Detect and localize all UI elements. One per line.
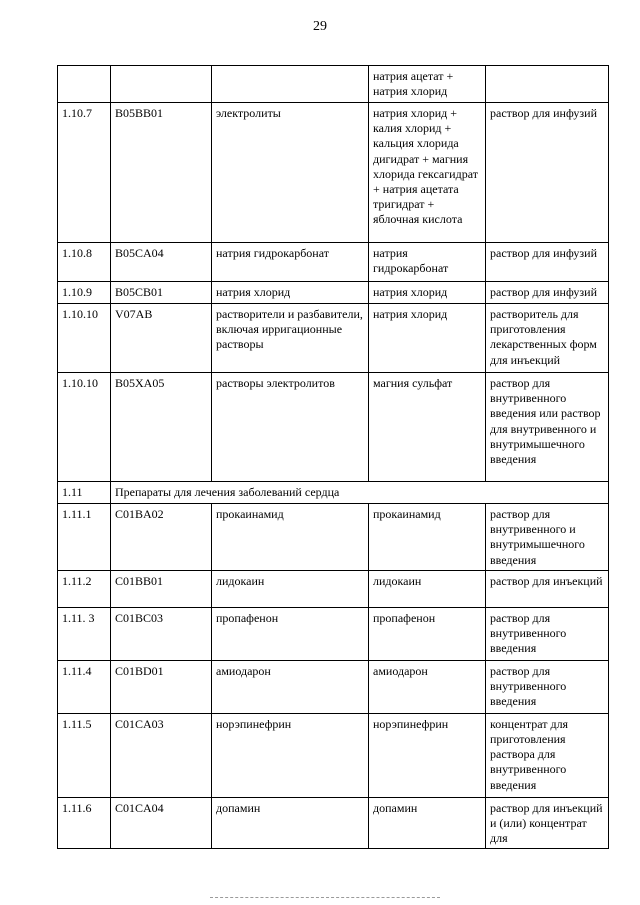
atc-code: C01BB01 (111, 570, 212, 607)
row-number: 1.10.9 (58, 282, 111, 304)
row-number: 1.10.7 (58, 103, 111, 243)
drug-group: лидокаин (212, 570, 369, 607)
drug-group: пропафенон (212, 607, 369, 660)
row-number: 1.11.2 (58, 570, 111, 607)
row-number: 1.10.10 (58, 373, 111, 482)
drug-name: прокаинамид (369, 504, 486, 571)
dosage-form: раствор для внутривенного и внутримышечного введения (486, 504, 609, 571)
atc-code: C01BA02 (111, 504, 212, 571)
dosage-form: раствор для инфузий (486, 282, 609, 304)
table-row (58, 607, 609, 660)
table-row (58, 713, 609, 797)
drug-name: норэпинефрин (369, 713, 486, 797)
dosage-form: раствор для внутривенного введения (486, 607, 609, 660)
drug-name: амиодарон (369, 660, 486, 713)
drug-name: допамин (369, 797, 486, 849)
drug-name: натрия хлорид (369, 304, 486, 373)
drug-name: натрия хлорид + калия хлорид + кальция хлорида дигидрат + магния хлорида гексагидрат + натрия ацетата тригидрат + яблочная кислота (369, 103, 486, 243)
drug-group (212, 66, 369, 103)
table-row (58, 103, 609, 243)
drug-group: электролиты (212, 103, 369, 243)
dosage-form: концентрат для приготовления раствора для внутривенного введения (486, 713, 609, 797)
section-title: Препараты для лечения заболеваний сердца (111, 482, 609, 504)
drug-group: прокаинамид (212, 504, 369, 571)
page-number: 29 (313, 19, 327, 34)
drug-name: лидокаин (369, 570, 486, 607)
drug-group: норэпинефрин (212, 713, 369, 797)
drug-group: натрия хлорид (212, 282, 369, 304)
row-number: 1.10.8 (58, 243, 111, 282)
row-number: 1.11.6 (58, 797, 111, 849)
dosage-form: раствор для внутривенного введения (486, 660, 609, 713)
atc-code: C01BC03 (111, 607, 212, 660)
drug-name: пропафенон (369, 607, 486, 660)
table-row (58, 504, 609, 571)
section-number: 1.11 (58, 482, 111, 504)
row-number: 1.10.10 (58, 304, 111, 373)
atc-code: C01BD01 (111, 660, 212, 713)
atc-code: C01CA04 (111, 797, 212, 849)
table-row (58, 304, 609, 373)
drug-group: допамин (212, 797, 369, 849)
row-number: 1.11.5 (58, 713, 111, 797)
atc-code: B05CA04 (111, 243, 212, 282)
drug-table (57, 65, 609, 849)
atc-code: B05CB01 (111, 282, 212, 304)
drug-name: магния сульфат (369, 373, 486, 482)
table-row (58, 797, 609, 849)
row-number: 1.11.4 (58, 660, 111, 713)
drug-name: натрия гидрокарбонат (369, 243, 486, 282)
section-row (58, 482, 609, 504)
dosage-form: растворитель для приготовления лекарственных форм для инъекций (486, 304, 609, 373)
drug-group: растворы электролитов (212, 373, 369, 482)
row-number: 1.11. 3 (58, 607, 111, 660)
dosage-form: раствор для инфузий (486, 243, 609, 282)
row-number: 1.11.1 (58, 504, 111, 571)
atc-code: B05BB01 (111, 103, 212, 243)
drug-name: натрия ацетат + натрия хлорид (369, 66, 486, 103)
table-row (58, 660, 609, 713)
row-number (58, 66, 111, 103)
atc-code (111, 66, 212, 103)
scan-edge-line (210, 897, 440, 898)
dosage-form: раствор для внутривенного введения или раствор для внутривенного и внутримышечного введения (486, 373, 609, 482)
atc-code: V07AB (111, 304, 212, 373)
drug-group: растворители и разбавители, включая ирригационные растворы (212, 304, 369, 373)
table-row (58, 243, 609, 282)
atc-code: C01CA03 (111, 713, 212, 797)
dosage-form: раствор для инъекций (486, 570, 609, 607)
atc-code: B05XA05 (111, 373, 212, 482)
table-row (58, 570, 609, 607)
dosage-form: раствор для инъекций и (или) концентрат для (486, 797, 609, 849)
dosage-form (486, 66, 609, 103)
table-row (58, 66, 609, 103)
table-row (58, 282, 609, 304)
drug-group: натрия гидрокарбонат (212, 243, 369, 282)
drug-group: амиодарон (212, 660, 369, 713)
dosage-form: раствор для инфузий (486, 103, 609, 243)
drug-name: натрия хлорид (369, 282, 486, 304)
table-row (58, 373, 609, 482)
